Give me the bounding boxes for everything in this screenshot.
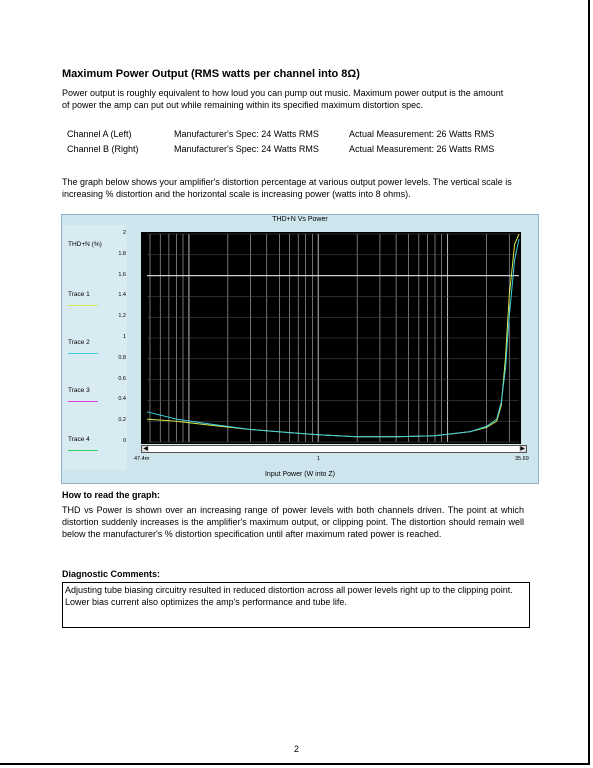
y-axis-label: THD+N (%) (68, 241, 102, 248)
legend-trace-1-label: Trace 1 (68, 291, 90, 298)
section-title: Maximum Power Output (RMS watts per channel into 8Ω) (62, 68, 360, 80)
y-tick-label: 0.2 (118, 417, 126, 424)
scroll-left-icon[interactable]: ◀ (143, 446, 148, 452)
x-scrollbar[interactable] (141, 445, 527, 453)
y-tick-label: 1 (122, 334, 126, 340)
channel-b-actual: Actual Measurement: 26 Watts RMS (349, 144, 495, 154)
x-tick-mid: 1 (317, 456, 321, 462)
legend-trace-1-swatch (68, 305, 98, 306)
y-tick-label: 0.6 (118, 375, 126, 382)
graph-intro: The graph below shows your amplifier's distortion percentage at various output power levels. The vertical scale is increasing % distortion and the horizontal scale is increasing power (watts into 8 ohms). (62, 177, 512, 199)
intro-paragraph: Power output is roughly equivalent to how loud you can pump out music. Maximum power output is the amount of power the amp can put out while remaining within its specified maximum distortion spec. (62, 88, 504, 110)
x-tick-max: 35.69 (515, 456, 529, 462)
legend-trace-4-label: Trace 4 (68, 436, 90, 443)
channel-b-spec: Manufacturer's Spec: 24 Watts RMS (174, 144, 319, 154)
how-to-read-body: THD vs Power is shown over an increasing range of power levels with both channels driven. The point at which distortion suddenly increases is the amplifier's maximum output, or clipping point. The distortion should remain well below the manufacturer's % distortion specification until after maximum rated power is reached. (62, 505, 524, 539)
page-number: 2 (293, 744, 299, 754)
scroll-right-icon[interactable]: ▶ (520, 446, 525, 452)
channel-b-name: Channel B (Right) (67, 144, 139, 154)
x-axis-title: Input Power (W into Z) (264, 471, 336, 478)
y-tick-label: 1.8 (118, 250, 126, 257)
diagnostic-heading: Diagnostic Comments: (62, 569, 161, 579)
legend-trace-2-label: Trace 2 (68, 339, 90, 346)
y-tick-label: 0.8 (118, 354, 126, 361)
channel-a-name: Channel A (Left) (67, 129, 132, 139)
legend-trace-2-swatch (68, 353, 98, 354)
y-tick-label: 0 (122, 438, 126, 444)
y-tick-label: 1.6 (118, 271, 126, 278)
diagnostic-comment-box: Adjusting tube biasing circuitry resulted in reduced distortion across all power levels right up to the clipping point. Lower bias current also optimizes the amp's performance and tube life. (62, 582, 530, 628)
y-tick-label: 0.4 (118, 396, 126, 403)
channel-a-spec: Manufacturer's Spec: 24 Watts RMS (174, 129, 319, 139)
graph-title: THD+N Vs Power (272, 216, 328, 223)
y-tick-label: 2 (122, 230, 126, 236)
x-tick-min: 47.4m (134, 456, 150, 462)
how-to-read-heading: How to read the graph: (62, 490, 161, 500)
y-tick-label: 1.4 (118, 292, 126, 299)
y-tick-label: 1.2 (118, 313, 126, 320)
legend-trace-3-label: Trace 3 (68, 387, 90, 394)
legend-trace-3-swatch (68, 401, 98, 402)
thd-power-graph (61, 214, 539, 484)
graph-legend-panel (63, 225, 127, 470)
channel-a-actual: Actual Measurement: 26 Watts RMS (349, 129, 495, 139)
legend-trace-4-swatch (68, 450, 98, 451)
plot-area (141, 232, 521, 444)
